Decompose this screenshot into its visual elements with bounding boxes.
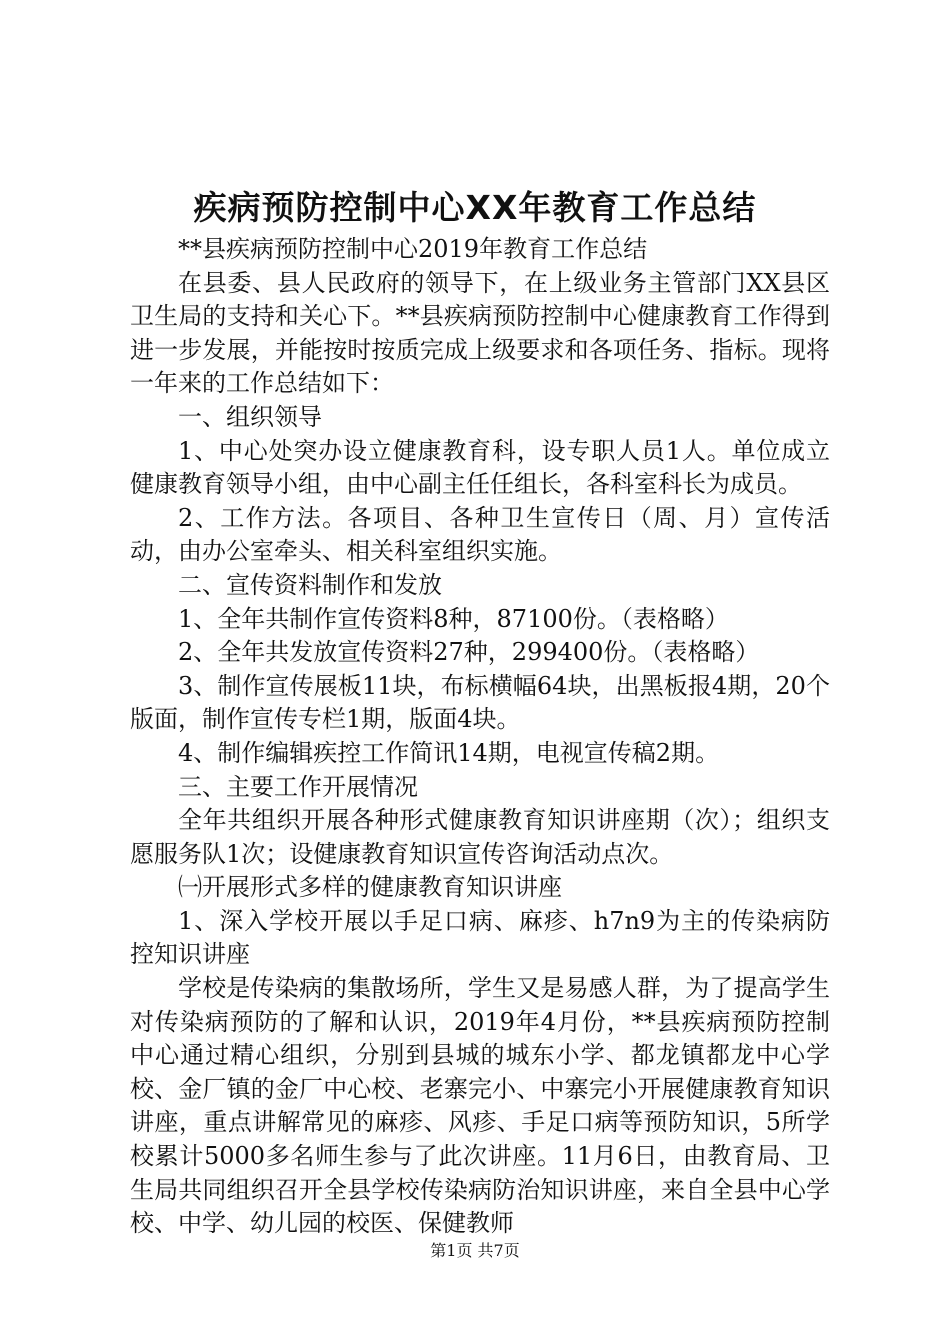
paragraph-item: 2、工作方法。各项目、各种卫生宣传日（周、月）宣传活动，由办公室牵头、相关科室组织实施。 — [130, 503, 830, 566]
paragraph-body: 学校是传染病的集散场所，学生又是易感人群，为了提高学生对传染病预防的了解和认识，2019年4月份，**县疾病预防控制中心通过精心组织，分别到县城的城东小学、都龙镇都龙中心学校、金厂镇的金厂中心校、老寨完小、中寨完小开展健康教育知识讲座，重点讲解常见的麻疹、风疹、手足口病等预防知识，5所学校累计5000多名师生参与了此次讲座。11月6日，由教育局、卫生局共同组织召开全县学校传染病防治知识讲座，来自全县中心学校、中学、幼儿园的校医、保健教师 — [130, 974, 830, 1238]
paragraph-item: 4、制作编辑疾控工作简讯14期，电视宣传稿2期。 — [178, 738, 720, 767]
paragraph-subtitle: **县疾病预防控制中心2019年教育工作总结 — [178, 235, 648, 263]
paragraph-item: 1、中心处突办设立健康教育科，设专职人员1人。单位成立健康教育领导小组，由中心副主任任组长，各科室科长为成员。 — [130, 436, 830, 499]
paragraph-item: 2、全年共发放宣传资料27种，299400份。（表格略） — [178, 638, 760, 667]
document-title: 疾病预防控制中心XX年教育工作总结 — [193, 188, 757, 227]
subsection-heading-lectures: ㈠开展形式多样的健康教育知识讲座 — [178, 873, 562, 902]
section-heading-organization: 一、组织领导 — [178, 402, 322, 431]
paragraph-intro: 在县委、县人民政府的领导下，在上级业务主管部门XX县区卫生局的支持和关心下。**县疾病预防控制中心健康教育工作得到进一步发展，并能按时按质完成上级要求和各项任务、指标。现将一年来的工作总结如下： — [130, 268, 830, 398]
section-heading-materials: 二、宣传资料制作和发放 — [178, 570, 442, 599]
paragraph-item: 全年共组织开展各种形式健康教育知识讲座期（次）；组织支愿服务队1次；设健康教育知识宣传咨询活动点次。 — [130, 806, 830, 868]
paragraph-item: 1、全年共制作宣传资料8种，87100份。（表格略） — [178, 604, 729, 633]
paragraph-item: 1、深入学校开展以手足口病、麻疹、h7n9为主的传染病防控知识讲座 — [130, 906, 830, 969]
paragraph-item: 3、制作宣传展板11块，布标横幅64块，出黑板报4期，20个版面，制作宣传专栏1期，版面4块。 — [130, 671, 830, 734]
section-heading-main-work: 三、主要工作开展情况 — [178, 772, 418, 801]
page-number-footer: 第1页 共7页 — [430, 1241, 520, 1260]
document-body — [130, 233, 830, 1241]
